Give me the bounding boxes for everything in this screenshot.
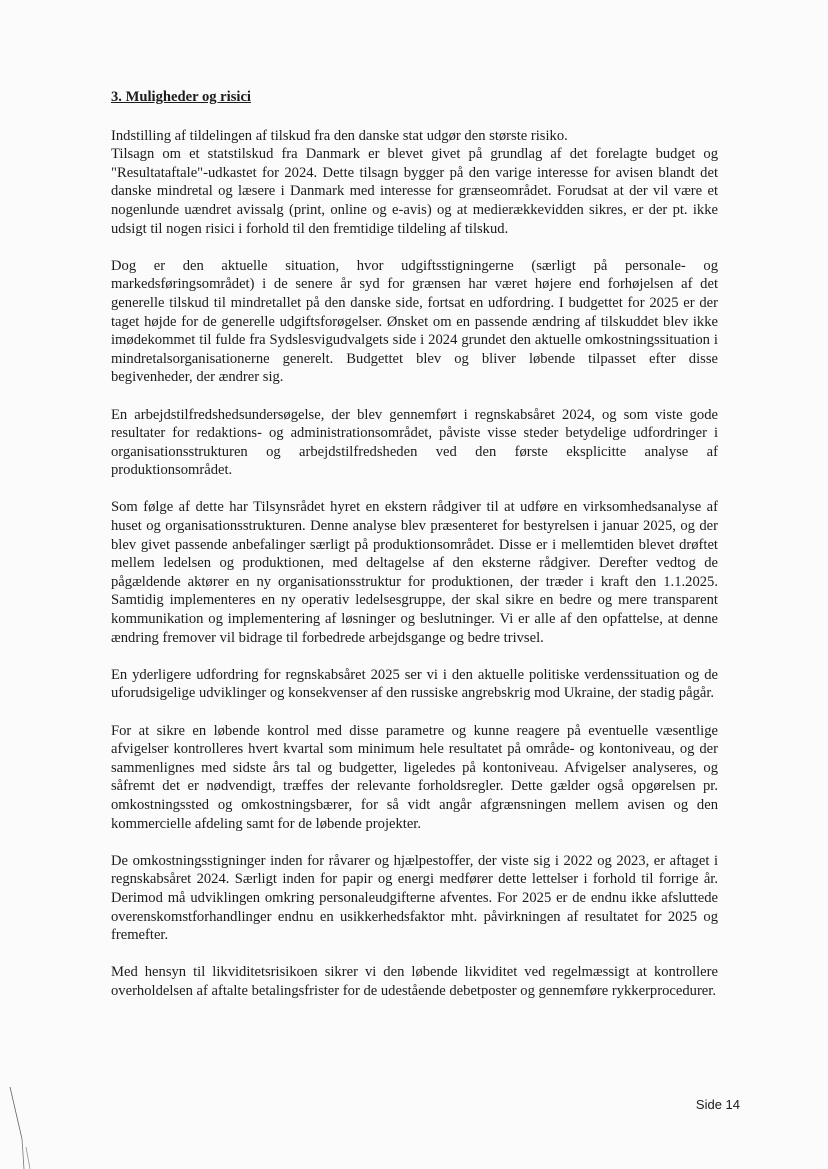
page-number: Side 14	[695, 1097, 740, 1112]
paragraph-organization-analysis: Som følge af dette har Tilsynsrådet hyret en ekstern rådgiver til at udføre en virksomhedsanalyse af huset og organisationsstrukturen. Denne analyse blev præsenteret for bestyrelsen i januar 2025, og der blev givet passende anbefalinger særligt på produktionsområdet. Disse er i mellemtiden blevet drøftet mellem ledelsen og produktionen, med deltagelse af den eksterne rådgiver. Derefter vedtog de pågældende aktører en ny organisationsstruktur for produktionen, der træder i kraft den 1.1.2025. Samtidig implementeres en ny operativ ledelsesgruppe, der skal sikre en bedre og mere transparent kommunikation og implementering af løsninger og beslutninger. Vi er alle af den opfattelse, at denne ændring fremover vil bidrage til forbedrede arbejdsgange og bedre trivsel.	[111, 499, 718, 646]
paragraph-job-satisfaction-survey: En arbejdstilfredshedsundersøgelse, der blev gennemført i regnskabsåret 2024, og som viste gode resultater for redaktions- og administrationsområdet, påviste visse steder betydelige udfordringer i organisationsstrukturen og arbejdstilfredsheden ved den første eksplicitte analyse af produktionsområdet.	[111, 406, 718, 479]
paragraph-liquidity-risk: Med hensyn til likviditetsrisikoen sikrer vi den løbende likviditet ved regelmæssigt at kontrollere overholdelsen af aftalte betalingsfrister for de udestående debetposter og gennemføre rykkerprocedurer.	[111, 964, 718, 999]
paragraph-raw-material-costs: De omkostningsstigninger inden for råvarer og hjælpestoffer, der viste sig i 2022 og 2023, er aftaget i regnskabsåret 2024. Særligt inden for papir og energi medfører dette lettelser i forhold til forrige år. Derimod må udviklingen omkring personaleudgifterne afventes. For 2025 er de endnu ikke afsluttede overenskomstforhandlinger endnu en usikkerhedsfaktor mht. påvirkningen af resultatet for 2025 og fremefter.	[111, 852, 718, 944]
paragraph-quarterly-control: For at sikre en løbende kontrol med disse parametre og kunne reagere på eventuelle væsentlige afvigelser kontrolleres hvert kvartal som minimum hele resultatet på område- og kontoniveau, og der sammenlignes med sidste års tal og budgetter, ligeledes på kontoniveau. Afvigelser analyseres, og såfremt det er nødvendigt, træffes der relevante forholdsregler. Dette gælder også opgørelsen pr. omkostningssted og omkostningsbærer, for så vidt angår afgrænsningen mellem avisen og den kommercielle afdeling samt for de løbende projekter.	[111, 722, 718, 832]
paragraph-political-situation: En yderligere udfordring for regnskabsåret 2025 ser vi i den aktuelle politiske verdenssituation og de uforudsigelige udviklinger og konsekvenser af den russiske angrebskrig mod Ukraine, der stadig pågår.	[111, 666, 718, 702]
paragraph-state-subsidy: Tilsagn om et statstilskud fra Danmark er blevet givet på grundlag af det forelagte budget og "Resultataftale"-udkastet for 2024. Dette tilsagn bygger på den varige interesse for avisen blandt det danske mindretal og læsere i Danmark med interesse for grænseområdet. Forudsat at der vil være et nogenlunde uændret avissalg (print, online og e-avis) og at medierækkevidden sikres, er der pt. ikke udsigt til nogen risici i forhold til den fremtidige tildeling af tilskud.	[111, 146, 718, 237]
paragraph-risk-intro: Indstilling af tildelingen af tilskud fra den danske stat udgør den største risiko.	[111, 127, 568, 144]
scan-edge-mark	[0, 1085, 40, 1169]
paragraph-cost-increases: Dog er den aktuelle situation, hvor udgiftsstigningerne (særligt på personale- og markedsføringsområdet) i de senere år syd for grænsen har været højere end forhøjelsen af det generelle tilskud til mindretallet på den danske side, fortsat en udfordring. I budgettet for 2025 er der taget højde for de generelle udgiftsforøgelser. Ønsket om en passende ændring af tilskuddet blev ikke imødekommet til fulde fra Sydslesvigudvalgets side i 2024 grundet den aktuelle omkostningssituation i mindretalsorganisationerne generelt. Budgettet blev og bliver løbende tilpasset efter disse begivenheder, der ændrer sig.	[111, 257, 718, 386]
page-content	[111, 88, 718, 1019]
section-heading: 3. Muligheder og risici	[111, 89, 251, 105]
